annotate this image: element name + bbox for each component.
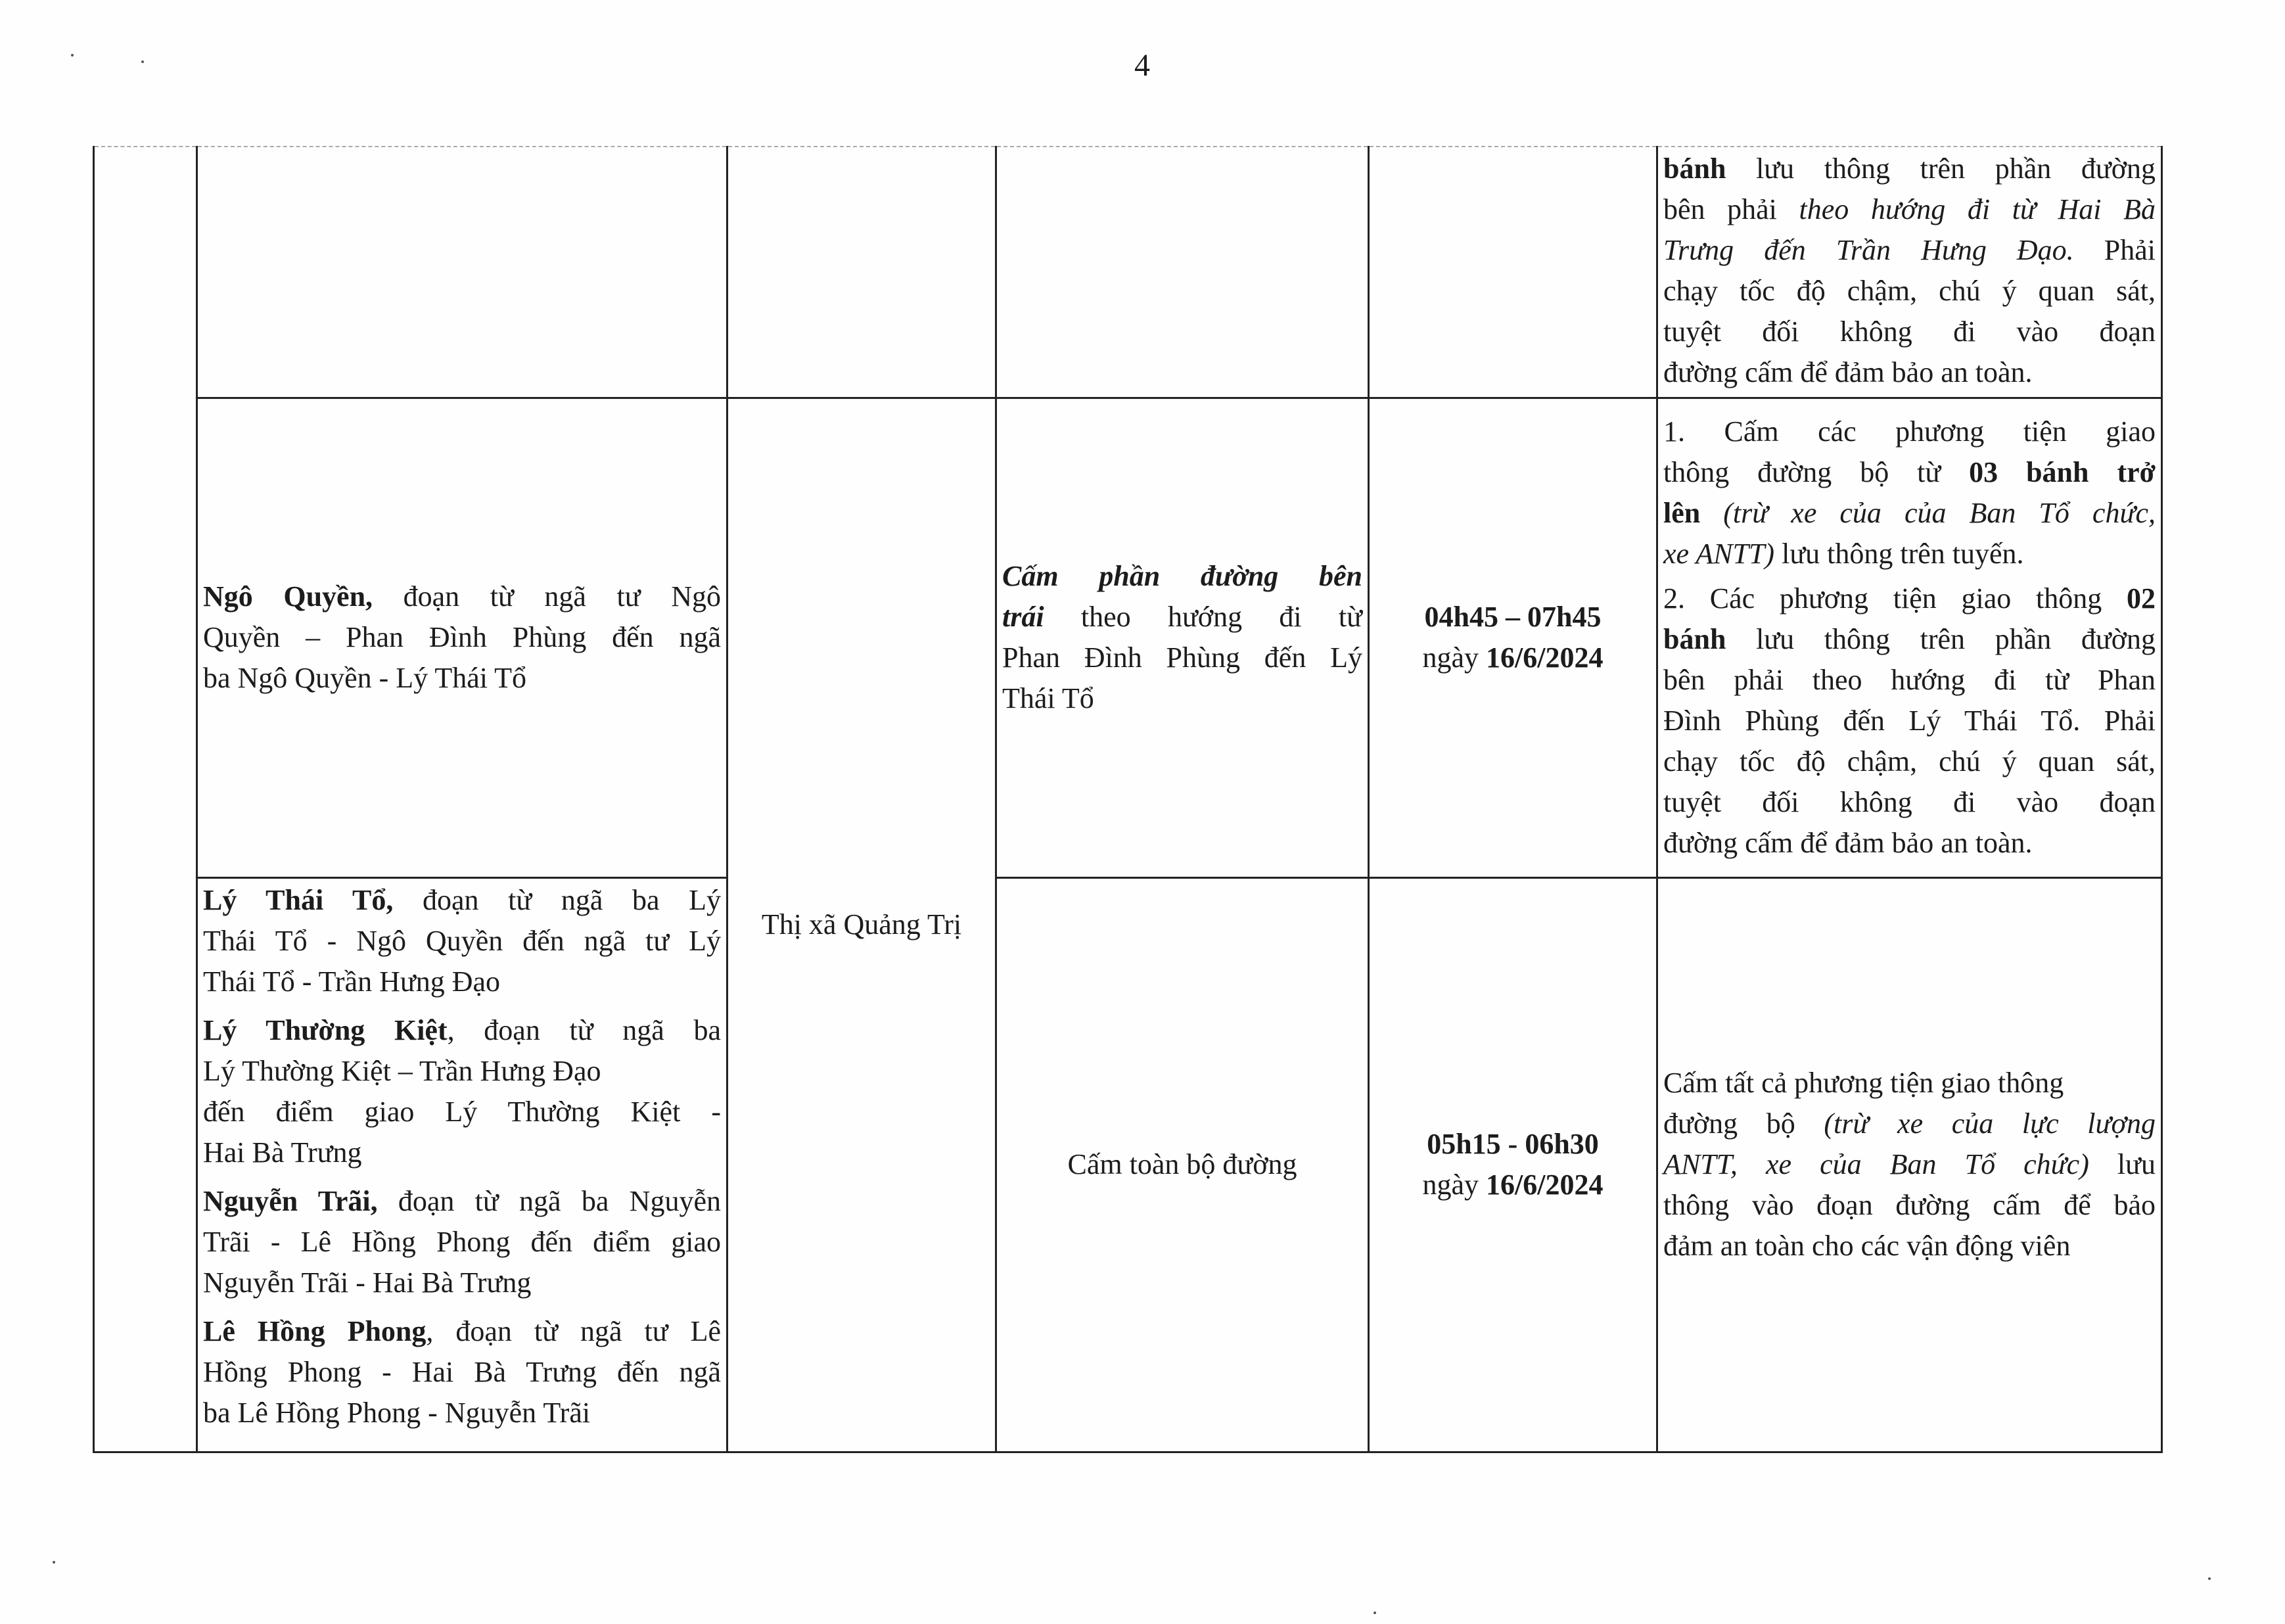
regulation-line: Cấm tất cả phương tiện giao thông bbox=[1663, 1067, 2064, 1099]
table-row bbox=[94, 877, 2162, 1452]
scan-speck bbox=[141, 60, 144, 63]
route-cell bbox=[197, 877, 727, 1452]
locality-cell bbox=[727, 398, 996, 1452]
measure-cell bbox=[996, 877, 1369, 1452]
route-name: Lý Thường Kiệt bbox=[203, 1013, 448, 1046]
time-range: 04h45 – 07h45 bbox=[1424, 601, 1602, 633]
regulation-line: thông đường bộ từ 03 bánh trở bbox=[1663, 456, 2156, 488]
route-name: Nguyễn Trãi, bbox=[203, 1184, 378, 1217]
route-cell bbox=[197, 147, 727, 398]
regulation-line: thông vào đoạn đường cấm để bảo bbox=[1663, 1189, 2156, 1221]
scan-speck bbox=[71, 54, 74, 57]
regulation-cell bbox=[1657, 147, 2162, 398]
route-name: Lý Thái Tổ, bbox=[203, 883, 394, 916]
route-entry: Lê Hồng Phong, đoạn từ ngã tư Lê Hồng Phong - Hai Bà Trưng đến ngã ba Lê Hồng Phong - Nguyễn Trãi bbox=[203, 1314, 721, 1429]
measure-line: Cấm phần đường bên bbox=[1002, 560, 1362, 592]
regulation-line: lên (trừ xe của của Ban Tổ chức, bbox=[1663, 497, 2156, 529]
regulation-line: đường cấm để đảm bảo an toàn. bbox=[1663, 827, 2033, 859]
locality-name: Thị xã Quảng Trị bbox=[761, 908, 962, 940]
regulation-line: Đình Phùng đến Lý Thái Tổ. Phải bbox=[1663, 705, 2156, 737]
regulation-line: 1. Cấm các phương tiện giao bbox=[1663, 415, 2156, 448]
measure-line: Phan Đình Phùng đến Lý bbox=[1002, 641, 1362, 674]
regulation-line: đường cấm để đảm bảo an toàn. bbox=[1663, 356, 2033, 388]
regulation-line: đảm an toàn cho các vận động viên bbox=[1663, 1230, 2071, 1262]
regulation-line: đường bộ (trừ xe của lực lượng bbox=[1663, 1107, 2156, 1140]
time-cell bbox=[1369, 398, 1657, 877]
measure-text: Cấm toàn bộ đường bbox=[1067, 1148, 1297, 1180]
measure-line: Thái Tổ bbox=[1002, 682, 1094, 714]
scan-speck bbox=[2208, 1577, 2211, 1580]
time-cell bbox=[1369, 877, 1657, 1452]
index-cell bbox=[94, 147, 197, 1452]
regulation-line: Trưng đến Trần Hưng Đạo. Phải bbox=[1663, 233, 2156, 266]
traffic-restriction-table bbox=[93, 146, 2163, 1453]
route-name: Lê Hồng Phong bbox=[203, 1314, 427, 1347]
route-line: Ngô Quyền, đoạn từ ngã tư Ngô bbox=[203, 580, 721, 613]
regulation-line: chạy tốc độ chậm, chú ý quan sát, bbox=[1663, 274, 2156, 307]
regulation-line: tuyệt đối không đi vào đoạn bbox=[1663, 315, 2156, 348]
route-entry: Nguyễn Trãi, đoạn từ ngã ba Nguyễn Trãi - Lê Hồng Phong đến điểm giao Nguyễn Trãi - Hai Bà Trưng bbox=[203, 1184, 721, 1299]
regulation-line: tuyệt đối không đi vào đoạn bbox=[1663, 786, 2156, 818]
route-name: Ngô Quyền, bbox=[203, 580, 373, 613]
route-entry: Lý Thường Kiệt, đoạn từ ngã ba Lý Thường Kiệt – Trần Hưng Đạo đến điểm giao Lý Thường Kiệt - Hai Bà Trưng bbox=[203, 1013, 721, 1169]
table-row bbox=[94, 147, 2162, 398]
route-cell bbox=[197, 398, 727, 877]
page-number: 4 bbox=[1134, 48, 1150, 83]
regulation-line: ANTT, xe của Ban Tổ chức) lưu bbox=[1663, 1148, 2156, 1180]
route-line: Quyền – Phan Đình Phùng đến ngã bbox=[203, 621, 721, 653]
regulation-cell bbox=[1657, 398, 2162, 877]
locality-cell bbox=[727, 147, 996, 398]
measure-cell bbox=[996, 147, 1369, 398]
measure-line: trái theo hướng đi từ bbox=[1002, 601, 1362, 633]
route-entry: Lý Thái Tổ, đoạn từ ngã ba Lý Thái Tổ - Ngô Quyền đến ngã tư Lý Thái Tổ - Trần Hưng Đạo bbox=[203, 883, 721, 998]
regulation-cell bbox=[1657, 877, 2162, 1452]
regulation-line: bánh lưu thông trên phần đường bbox=[1663, 623, 2156, 655]
time-range: 05h15 - 06h30 bbox=[1427, 1128, 1599, 1160]
route-line: ba Ngô Quyền - Lý Thái Tổ bbox=[203, 662, 527, 694]
regulation-line: bên phải theo hướng đi từ Hai Bà bbox=[1663, 193, 2156, 225]
regulation-line: chạy tốc độ chậm, chú ý quan sát, bbox=[1663, 745, 2156, 777]
measure-cell bbox=[996, 398, 1369, 877]
regulation-line: 2. Các phương tiện giao thông 02 bbox=[1663, 582, 2156, 615]
time-cell bbox=[1369, 147, 1657, 398]
scan-speck bbox=[53, 1561, 55, 1564]
regulation-line: bánh lưu thông trên phần đường bbox=[1663, 152, 2156, 185]
scan-speck bbox=[1373, 1612, 1376, 1614]
regulation-line: xe ANTT) lưu thông trên tuyến. bbox=[1663, 538, 2024, 570]
time-date: ngày 16/6/2024 bbox=[1422, 641, 1604, 674]
table-row bbox=[94, 398, 2162, 877]
time-date: ngày 16/6/2024 bbox=[1422, 1169, 1604, 1201]
regulation-line: bên phải theo hướng đi từ Phan bbox=[1663, 664, 2156, 696]
